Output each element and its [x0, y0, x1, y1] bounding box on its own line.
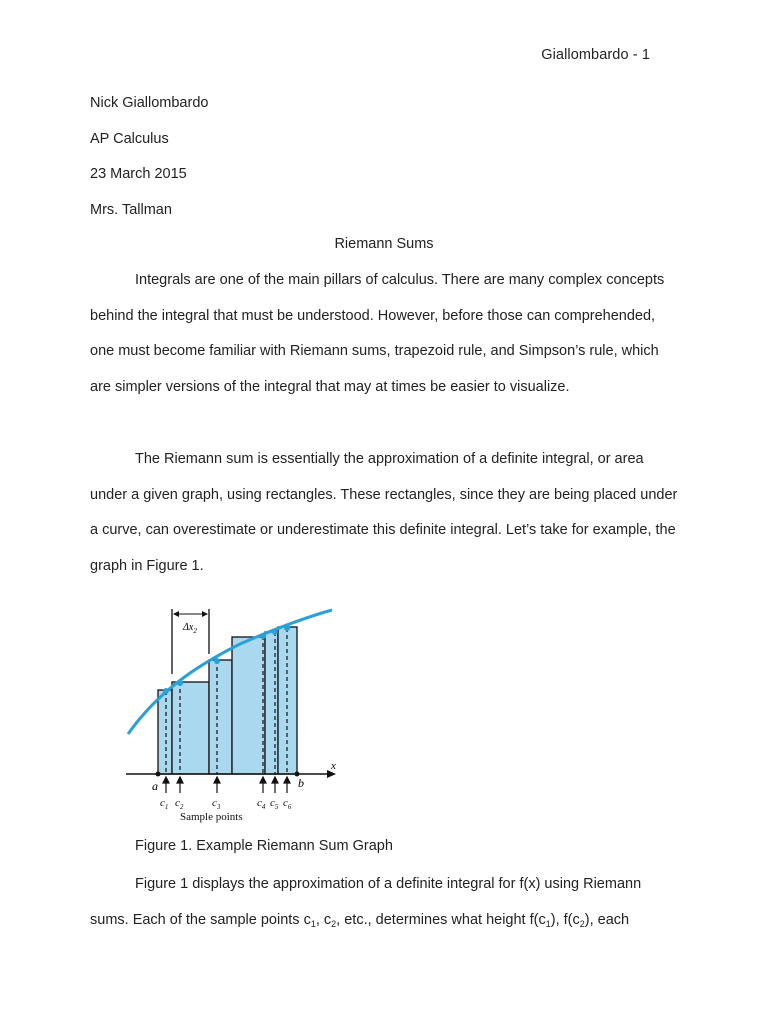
document-title: Riemann Sums: [334, 236, 434, 252]
riemann-rect-4: [232, 637, 265, 774]
date: 23 March 2015: [90, 166, 187, 182]
teacher-name: Mrs. Tallman: [90, 201, 172, 218]
course-name: AP Calculus: [90, 130, 169, 147]
figure-caption: Figure 1. Example Riemann Sum Graph: [135, 838, 393, 854]
riemann-rect-1: [158, 690, 172, 774]
heading-block: [90, 93, 208, 235]
endpoint-b-label: b: [298, 776, 304, 790]
c6-label: $c_6$: [283, 797, 292, 811]
delta-x-label: $\Delta x_2$: [183, 622, 197, 635]
paragraph-intro: Integrals are one of the main pillars of calculus. There are many complex concepts behind the integral that must be understood. However, before those can comprehended, one must become familiar with Riemann sums, trapezoid rule, and Simpson’s rule, which are simpler versions of the integral that may at times be easier to visualize.: [90, 272, 665, 395]
c3-label: $c_3$: [212, 797, 221, 811]
riemann-sum-figure: [120, 594, 350, 824]
sample-arrows: [163, 777, 290, 793]
endpoint-a-label: a: [152, 779, 158, 793]
riemann-rect-3: [209, 660, 232, 774]
riemann-rect-5: [265, 632, 278, 774]
x-axis-label: x: [331, 760, 336, 772]
running-header: Giallombardo - 1: [541, 47, 650, 63]
c4-label: $c_4$: [257, 797, 266, 811]
riemann-rect-2: [172, 682, 209, 774]
c5-label: $c_5$: [270, 797, 279, 811]
c1-label: $c_1$: [160, 797, 169, 811]
paragraph-riemann-definition: The Riemann sum is essentially the approximation of a definite integral, or area under a given graph, using rectangles. These rectangles, since they are being placed under a curve, can overestimate or underestimate this definite integral. Let’s take for example, the graph in Figure 1.: [90, 451, 678, 574]
c2-label: $c_2$: [175, 797, 184, 811]
paragraph-figure-explanation: Figure 1 displays the approximation of a definite integral for f(x) using Riemann sums. Each of the sample points $c_1$, $c_2$, etc., determines what height $f(c_1)$, $f(c_2)$, each: [90, 876, 642, 929]
author-name: Nick Giallombardo: [90, 95, 209, 111]
sample-points-label: Sample points: [180, 811, 243, 823]
